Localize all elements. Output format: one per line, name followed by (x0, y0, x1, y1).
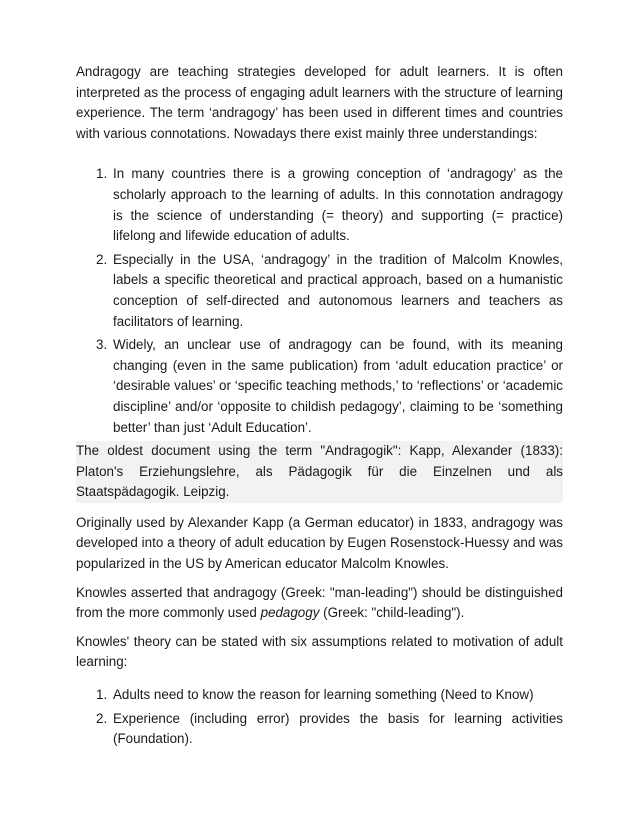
knowles-paragraph (76, 583, 563, 624)
list-item (76, 709, 563, 750)
knowles-text-after: (Greek: "child-leading"). (319, 605, 465, 621)
list-item (76, 164, 563, 246)
theory-paragraph: Knowles' theory can be stated with six assumptions related to motivation of adult learning: (76, 633, 563, 670)
assumptions-list (76, 685, 563, 750)
intro-paragraph: Andragogy are teaching strategies developed for adult learners. It is often interpreted as the process of engaging adult learners with the structure of learning experience. The term ‘andragogy’ has been used in different times and countries with various connotations. Nowadays there exist mainly three understandings: (76, 64, 563, 141)
knowles-text-before: Knowles asserted that andragogy (Greek: "man-leading") should be distinguished from the more commonly used (76, 584, 563, 621)
list-number: 2. (96, 251, 108, 267)
list-number: 1. (96, 687, 108, 703)
document-page (76, 62, 563, 753)
understandings-list (76, 164, 563, 438)
pedagogy-term: pedagogy (260, 605, 320, 621)
list-item-text: Experience (including error) provides the basis for learning activities (Foundation). (113, 710, 563, 747)
list-item (76, 250, 563, 332)
list-item (76, 335, 563, 438)
origin-paragraph: Originally used by Alexander Kapp (a German educator) in 1833, andragogy was developed into a theory of adult education by Eugen Rosenstock-Huessy and was popularized in the US by American educator Malcolm Knowles. (76, 514, 563, 572)
list-number: 3. (96, 337, 108, 353)
list-item-text: Widely, an unclear use of andragogy can be found, with its meaning changing (even in the same publication) from ‘adult education practice’ or ‘desirable values’ or ‘specific teaching methods,’ to ‘reflections’ or ‘academic discipline’ and/or ‘opposite to childish pedagogy’, claiming to be ‘something better’ than just ‘Adult Education’. (113, 337, 563, 435)
list-item-text: Especially in the USA, ‘andragogy’ in the tradition of Malcolm Knowles, labels a specific theoretical and practical approach, based on a humanistic conception of self-directed and autonomous learners and teachers as facilitators of learning. (113, 251, 563, 329)
list-item (76, 685, 563, 706)
list-number: 2. (96, 710, 108, 726)
list-item-text: In many countries there is a growing conception of ‘andragogy’ as the scholarly approach to the learning of adults. In this connotation andragogy is the science of understanding (= theory) and supporting (= practice) lifelong and lifewide education of adults. (113, 166, 563, 244)
oldest-document-paragraph: The oldest document using the term "Andragogik": Kapp, Alexander (1833): Platon's Erziehungslehre, als Pädagogik für die Einzelnen und als Staatspädagogik. Leipzig. (76, 441, 563, 503)
list-number: 1. (96, 166, 108, 182)
list-item-text: Adults need to know the reason for learning something (Need to Know) (113, 687, 534, 703)
